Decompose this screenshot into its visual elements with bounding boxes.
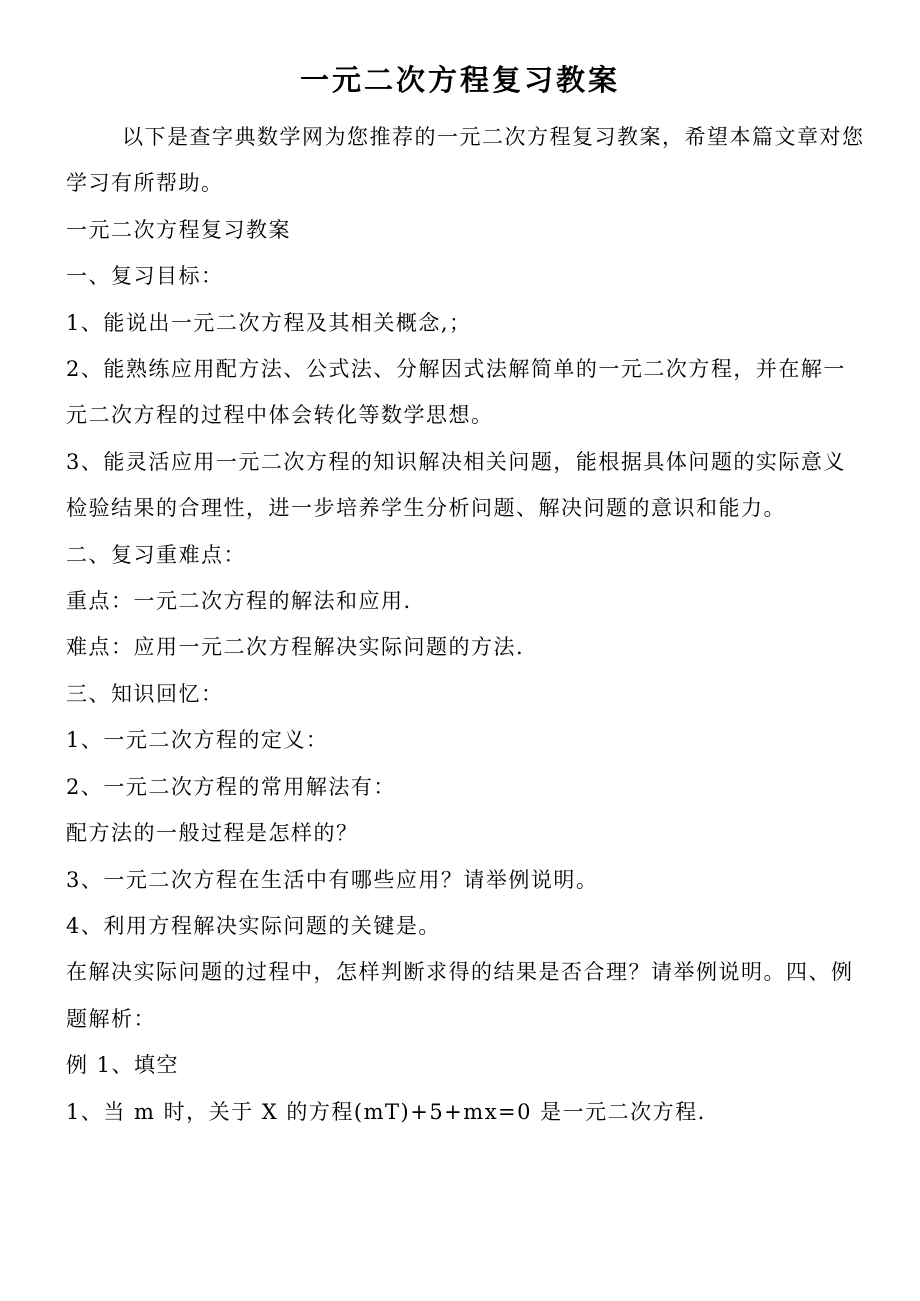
difficulty-line: 难点：应用一元二次方程解决实际问题的方法. [66,635,525,660]
key-point-line: 重点：一元二次方程的解法和应用. [66,589,412,614]
document-body [66,114,866,1135]
recall-question-completing-square: 配方法的一般过程是怎样的？ [66,821,359,846]
section-heading-objectives: 一、复习目标： [66,264,224,289]
section-heading-key-points: 二、复习重难点： [66,542,246,567]
recall-item-2: 2、一元二次方程的常用解法有： [66,774,396,799]
subtitle-line: 一元二次方程复习教案 [66,217,291,242]
recall-item-4: 4、利用方程解决实际问题的关键是。 [66,913,441,938]
intro-paragraph: 以下是查字典数学网为您推荐的一元二次方程复习教案，希望本篇文章对您学习有所帮助。 [66,125,865,196]
example-heading: 例 1、填空 [66,1053,180,1078]
objective-item-2: 2、能熟练应用配方法、公式法、分解因式法解简单的一元二次方程，并在解一元二次方程的过程中体会转化等数学思想。 [66,357,846,428]
recall-question-reasonableness: 在解决实际问题的过程中，怎样判断求得的结果是否合理？请举例说明。四、例题解析： [66,960,854,1031]
document-title: 一元二次方程复习教案 [299,63,620,97]
recall-item-1: 1、一元二次方程的定义： [66,728,329,753]
section-heading-recall: 三、知识回忆： [66,681,224,706]
example-item-1: 1、当 m 时，关于 X 的方程(mT)+5+mx=0 是一元二次方程. [66,1099,706,1124]
recall-item-3: 3、一元二次方程在生活中有哪些应用？请举例说明。 [66,867,599,892]
objective-item-3: 3、能灵活应用一元二次方程的知识解决相关问题，能根据具体问题的实际意义检验结果的合理性，进一步培养学生分析问题、解决问题的意识和能力。 [66,449,846,521]
objective-item-1: 1、能说出一元二次方程及其相关概念,； [66,310,472,335]
